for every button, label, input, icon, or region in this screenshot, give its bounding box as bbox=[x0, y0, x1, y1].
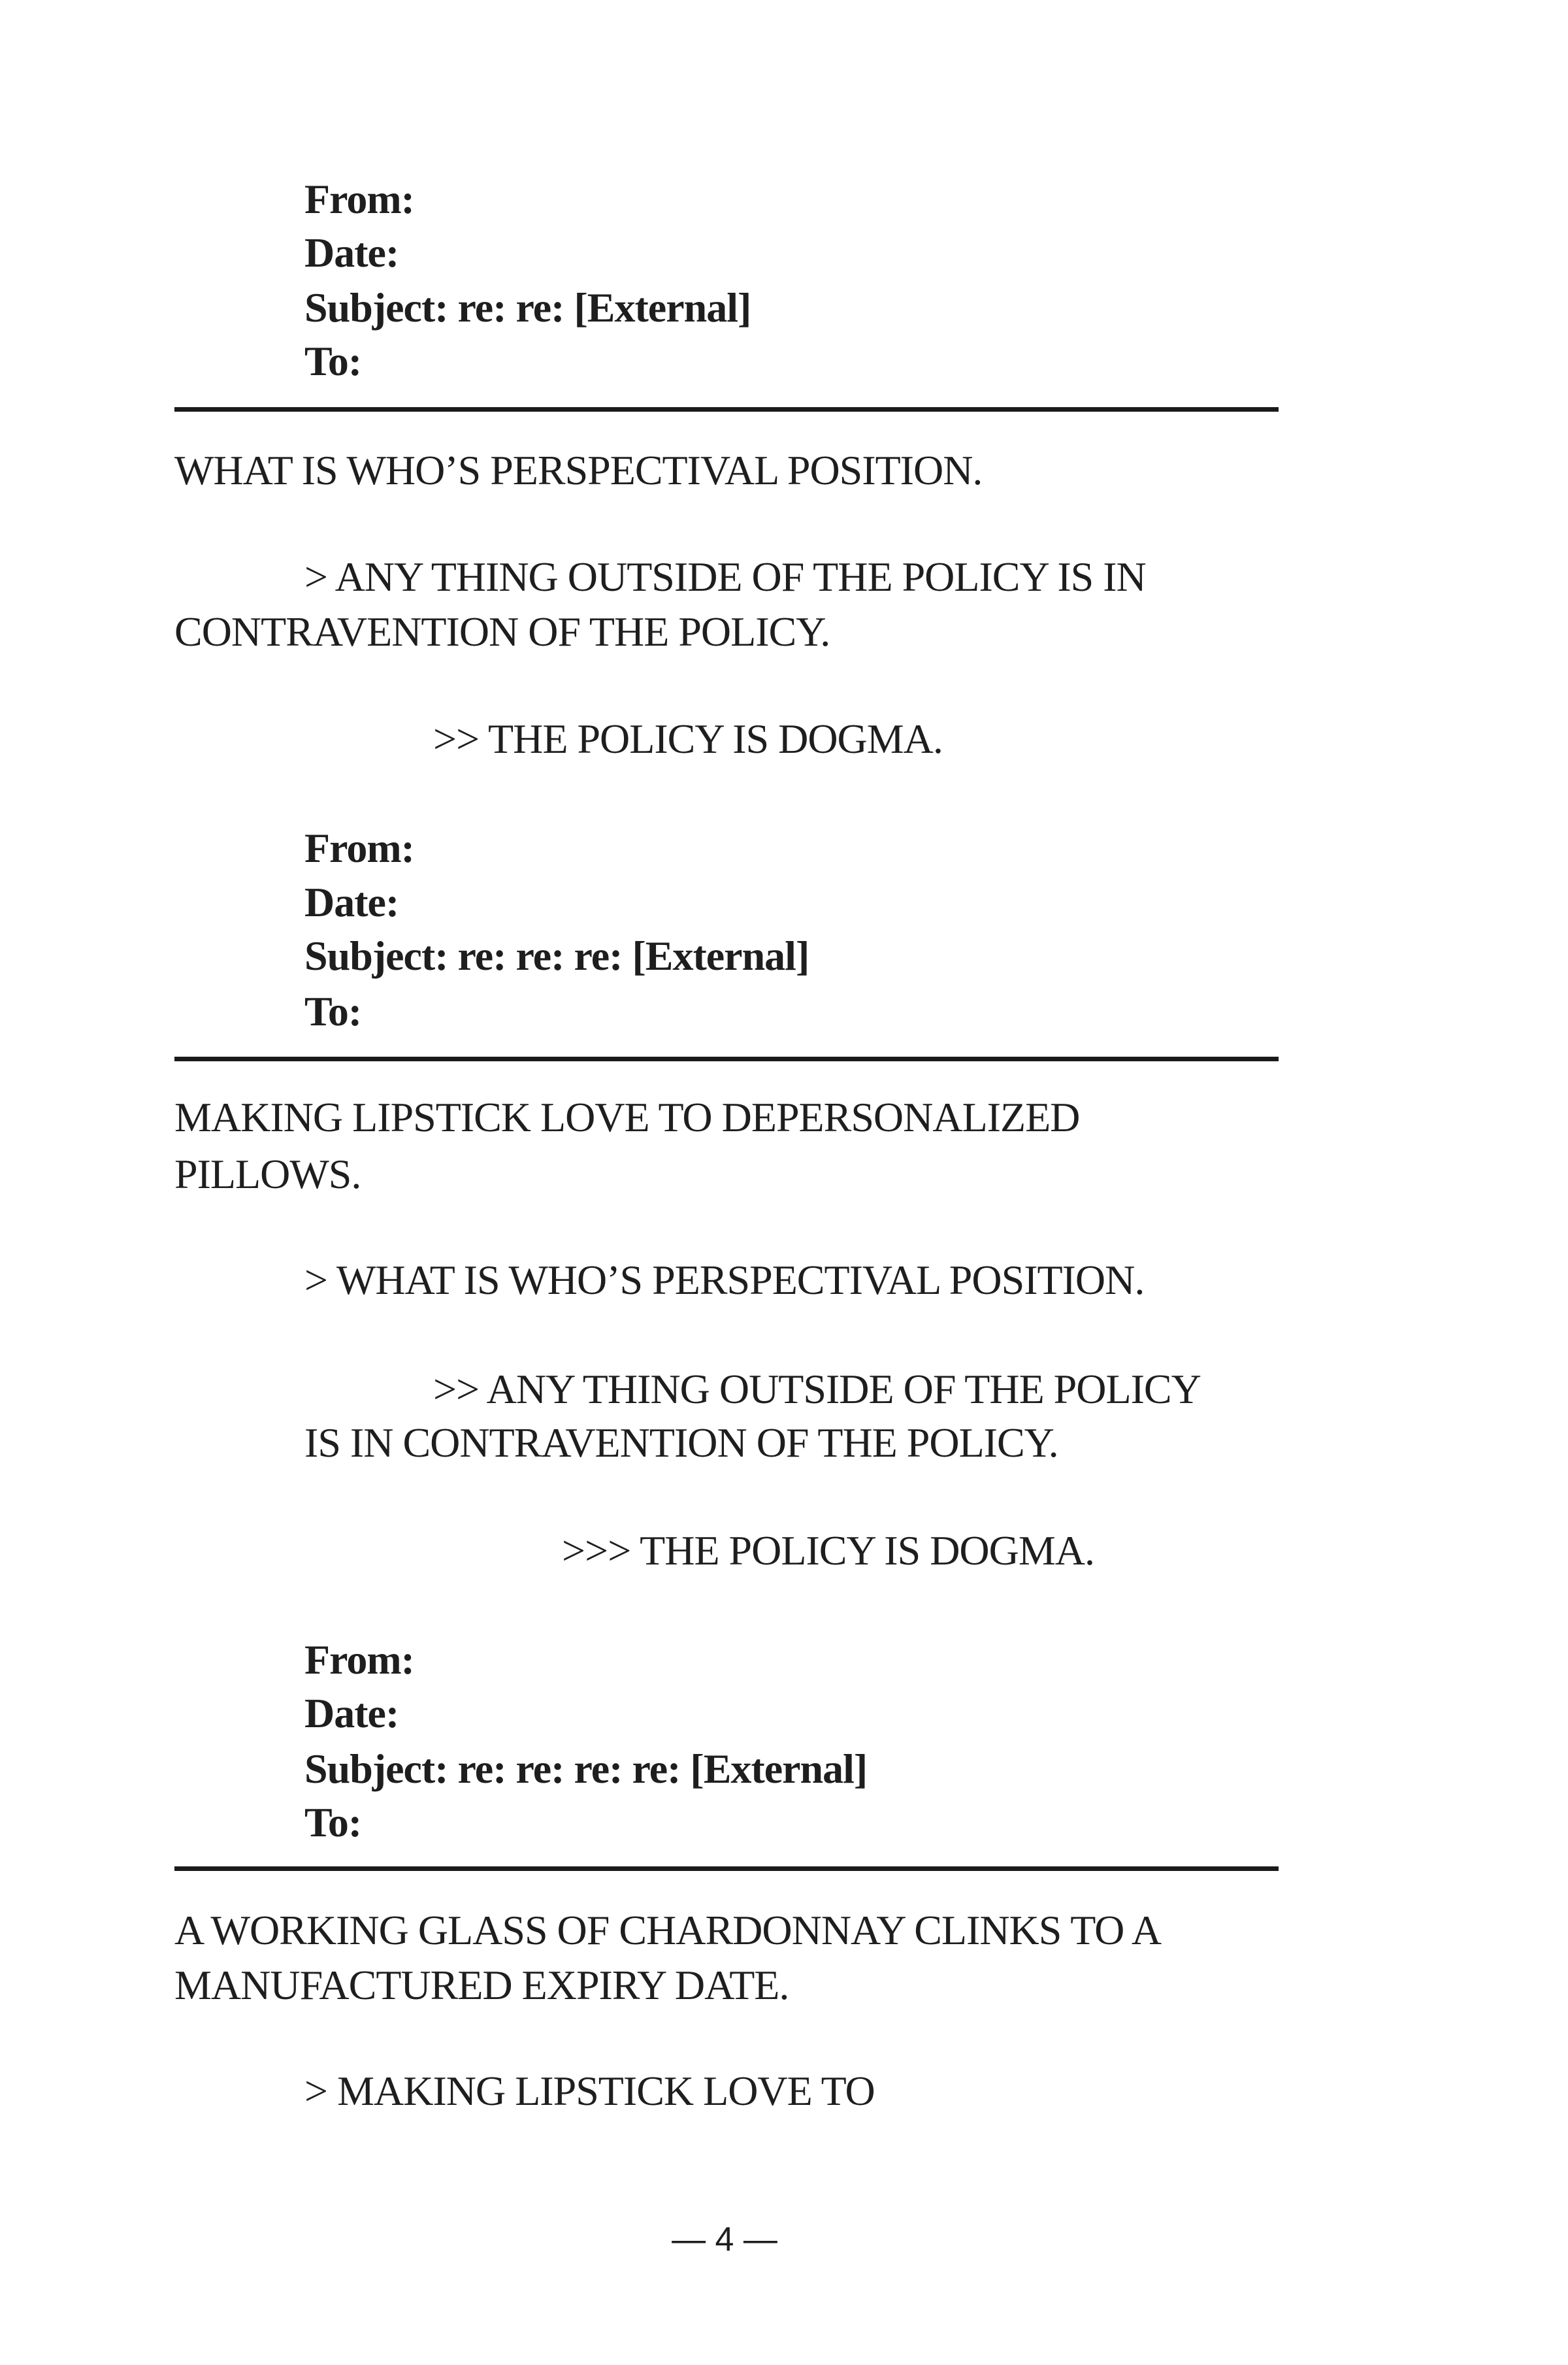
date-label: Date: bbox=[304, 229, 399, 276]
header-divider bbox=[174, 407, 1279, 412]
date-label: Date: bbox=[304, 879, 399, 925]
quote-level-1: CONTRAVENTION OF THE POLICY. bbox=[174, 608, 830, 655]
page-number: — 4 — bbox=[672, 2221, 777, 2258]
quote-level-3: >>> THE POLICY IS DOGMA. bbox=[562, 1527, 1094, 1574]
body-text: WHAT IS WHO’S PERSPECTIVAL POSITION. bbox=[174, 447, 983, 493]
header-divider bbox=[174, 1057, 1279, 1061]
header-divider bbox=[174, 1866, 1279, 1871]
body-text: PILLOWS. bbox=[174, 1151, 361, 1197]
to-label: To: bbox=[304, 338, 362, 384]
body-text: MAKING LIPSTICK LOVE TO DEPERSONALIZED bbox=[174, 1094, 1080, 1140]
to-label: To: bbox=[304, 1799, 362, 1845]
to-label: To: bbox=[304, 988, 362, 1034]
body-text: MANUFACTURED EXPIRY DATE. bbox=[174, 1962, 789, 2008]
quote-level-2: >> THE POLICY IS DOGMA. bbox=[433, 716, 943, 762]
quote-level-1: > WHAT IS WHO’S PERSPECTIVAL POSITION. bbox=[304, 1257, 1145, 1303]
quote-level-2: >> ANY THING OUTSIDE OF THE POLICY bbox=[433, 1366, 1201, 1412]
subject-line: Subject: re: re: [External] bbox=[304, 284, 751, 331]
quote-level-2: IS IN CONTRAVENTION OF THE POLICY. bbox=[304, 1419, 1058, 1466]
quote-level-1: > MAKING LIPSTICK LOVE TO bbox=[304, 2068, 875, 2114]
date-label: Date: bbox=[304, 1690, 399, 1736]
subject-line: Subject: re: re: re: re: [External] bbox=[304, 1745, 868, 1792]
body-text: A WORKING GLASS OF CHARDONNAY CLINKS TO A bbox=[174, 1907, 1162, 1953]
subject-line: Subject: re: re: re: [External] bbox=[304, 933, 809, 979]
from-label: From: bbox=[304, 176, 414, 222]
from-label: From: bbox=[304, 1636, 414, 1683]
from-label: From: bbox=[304, 825, 414, 871]
quote-level-1: > ANY THING OUTSIDE OF THE POLICY IS IN bbox=[304, 554, 1146, 600]
